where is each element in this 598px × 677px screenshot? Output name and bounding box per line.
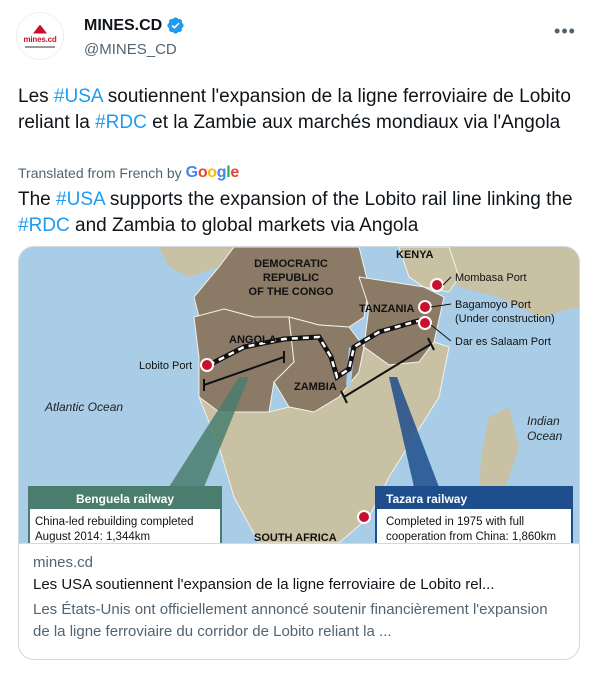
benguela-line-1: China-led rebuilding completed bbox=[35, 516, 194, 528]
tazara-line-1: Completed in 1975 with full bbox=[386, 516, 525, 528]
link-card-title[interactable]: Les USA soutiennent l'expansion de la ligne ferroviaire de Lobito rel... bbox=[33, 576, 495, 593]
dar-port-marker bbox=[419, 317, 431, 329]
label-bagamoyo-port: Bagamoyo Port bbox=[455, 299, 531, 311]
tweet-header bbox=[16, 10, 582, 62]
hashtag-link[interactable]: #RDC bbox=[95, 112, 147, 133]
tweet-text-part: Les bbox=[18, 86, 54, 107]
tazara-title: Tazara railway bbox=[386, 492, 468, 506]
label-indian-ocean-1: Indian bbox=[527, 414, 560, 428]
link-card-meta[interactable] bbox=[19, 543, 579, 660]
tweet-text-part: supports the expansion of the Lobito rail line linking the bbox=[104, 189, 573, 210]
tweet-text-translation bbox=[18, 187, 578, 239]
tweet-text-part: and Zambia to global markets via Angola bbox=[69, 215, 419, 236]
hashtag-link[interactable]: #USA bbox=[56, 189, 105, 210]
label-dar-port: Dar es Salaam Port bbox=[455, 336, 551, 348]
tweet-text-part: soutiennent l'expansion de la ligne ferroviaire de Lobito reliant la bbox=[18, 86, 571, 133]
label-tanzania: TANZANIA bbox=[359, 303, 415, 315]
label-lobito-port: Lobito Port bbox=[139, 360, 193, 372]
more-options-icon[interactable]: ••• bbox=[554, 20, 576, 41]
label-angola: ANGOLA bbox=[229, 334, 277, 346]
label-zambia: ZAMBIA bbox=[294, 381, 337, 393]
link-card-image[interactable] bbox=[19, 247, 579, 543]
label-mombasa-port: Mombasa Port bbox=[455, 272, 527, 284]
south-port-marker bbox=[358, 511, 370, 523]
hashtag-link[interactable]: #USA bbox=[53, 86, 103, 107]
lobito-port-marker bbox=[201, 359, 213, 371]
label-south-africa: SOUTH AFRICA bbox=[254, 532, 337, 543]
label-drc-3: OF THE CONGO bbox=[248, 286, 334, 298]
hashtag-link[interactable]: #RDC bbox=[18, 215, 70, 236]
tweet-text-part: The bbox=[18, 189, 57, 210]
avatar-logo-text: mines.cd bbox=[23, 34, 57, 44]
tazara-line-2: cooperation from China: 1,860km bbox=[386, 531, 557, 543]
link-card[interactable] bbox=[18, 246, 580, 660]
benguela-line-2: August 2014: 1,344km bbox=[35, 531, 151, 543]
verified-badge-icon bbox=[166, 16, 185, 35]
benguela-title: Benguela railway bbox=[75, 492, 175, 506]
author-name-row[interactable] bbox=[84, 16, 185, 35]
label-drc-2: REPUBLIC bbox=[262, 272, 320, 284]
logo-underline bbox=[25, 46, 55, 48]
google-logo: Google bbox=[185, 164, 240, 181]
link-card-domain: mines.cd bbox=[33, 554, 94, 571]
avatar[interactable] bbox=[16, 12, 64, 60]
tweet-text-original bbox=[18, 84, 578, 136]
bagamoyo-port-marker bbox=[419, 301, 431, 313]
mombasa-port-marker bbox=[431, 279, 443, 291]
label-bagamoyo-note: (Under construction) bbox=[455, 313, 555, 325]
translated-label: Translated from French by bbox=[18, 165, 182, 181]
label-atlantic-ocean: Atlantic Ocean bbox=[45, 400, 124, 414]
mines-logo-icon bbox=[33, 25, 47, 34]
label-drc-1: DEMOCRATIC bbox=[254, 258, 328, 270]
display-name[interactable]: MINES.CD bbox=[84, 16, 163, 34]
author-handle[interactable]: @MINES_CD bbox=[84, 41, 177, 58]
tweet-text-part: et la Zambie aux marchés mondiaux via l'Angola bbox=[146, 112, 561, 133]
translation-attribution bbox=[18, 164, 239, 182]
label-kenya: KENYA bbox=[396, 249, 434, 261]
lobito-corridor-map bbox=[19, 247, 579, 543]
author-names bbox=[84, 16, 185, 58]
label-indian-ocean-2: Ocean bbox=[527, 429, 563, 443]
link-card-description: Les États-Unis ont officiellement annoncé soutenir financièrement l'expansion de la ligne ferroviaire du corridor de Lobito reliant la ... bbox=[33, 601, 548, 640]
